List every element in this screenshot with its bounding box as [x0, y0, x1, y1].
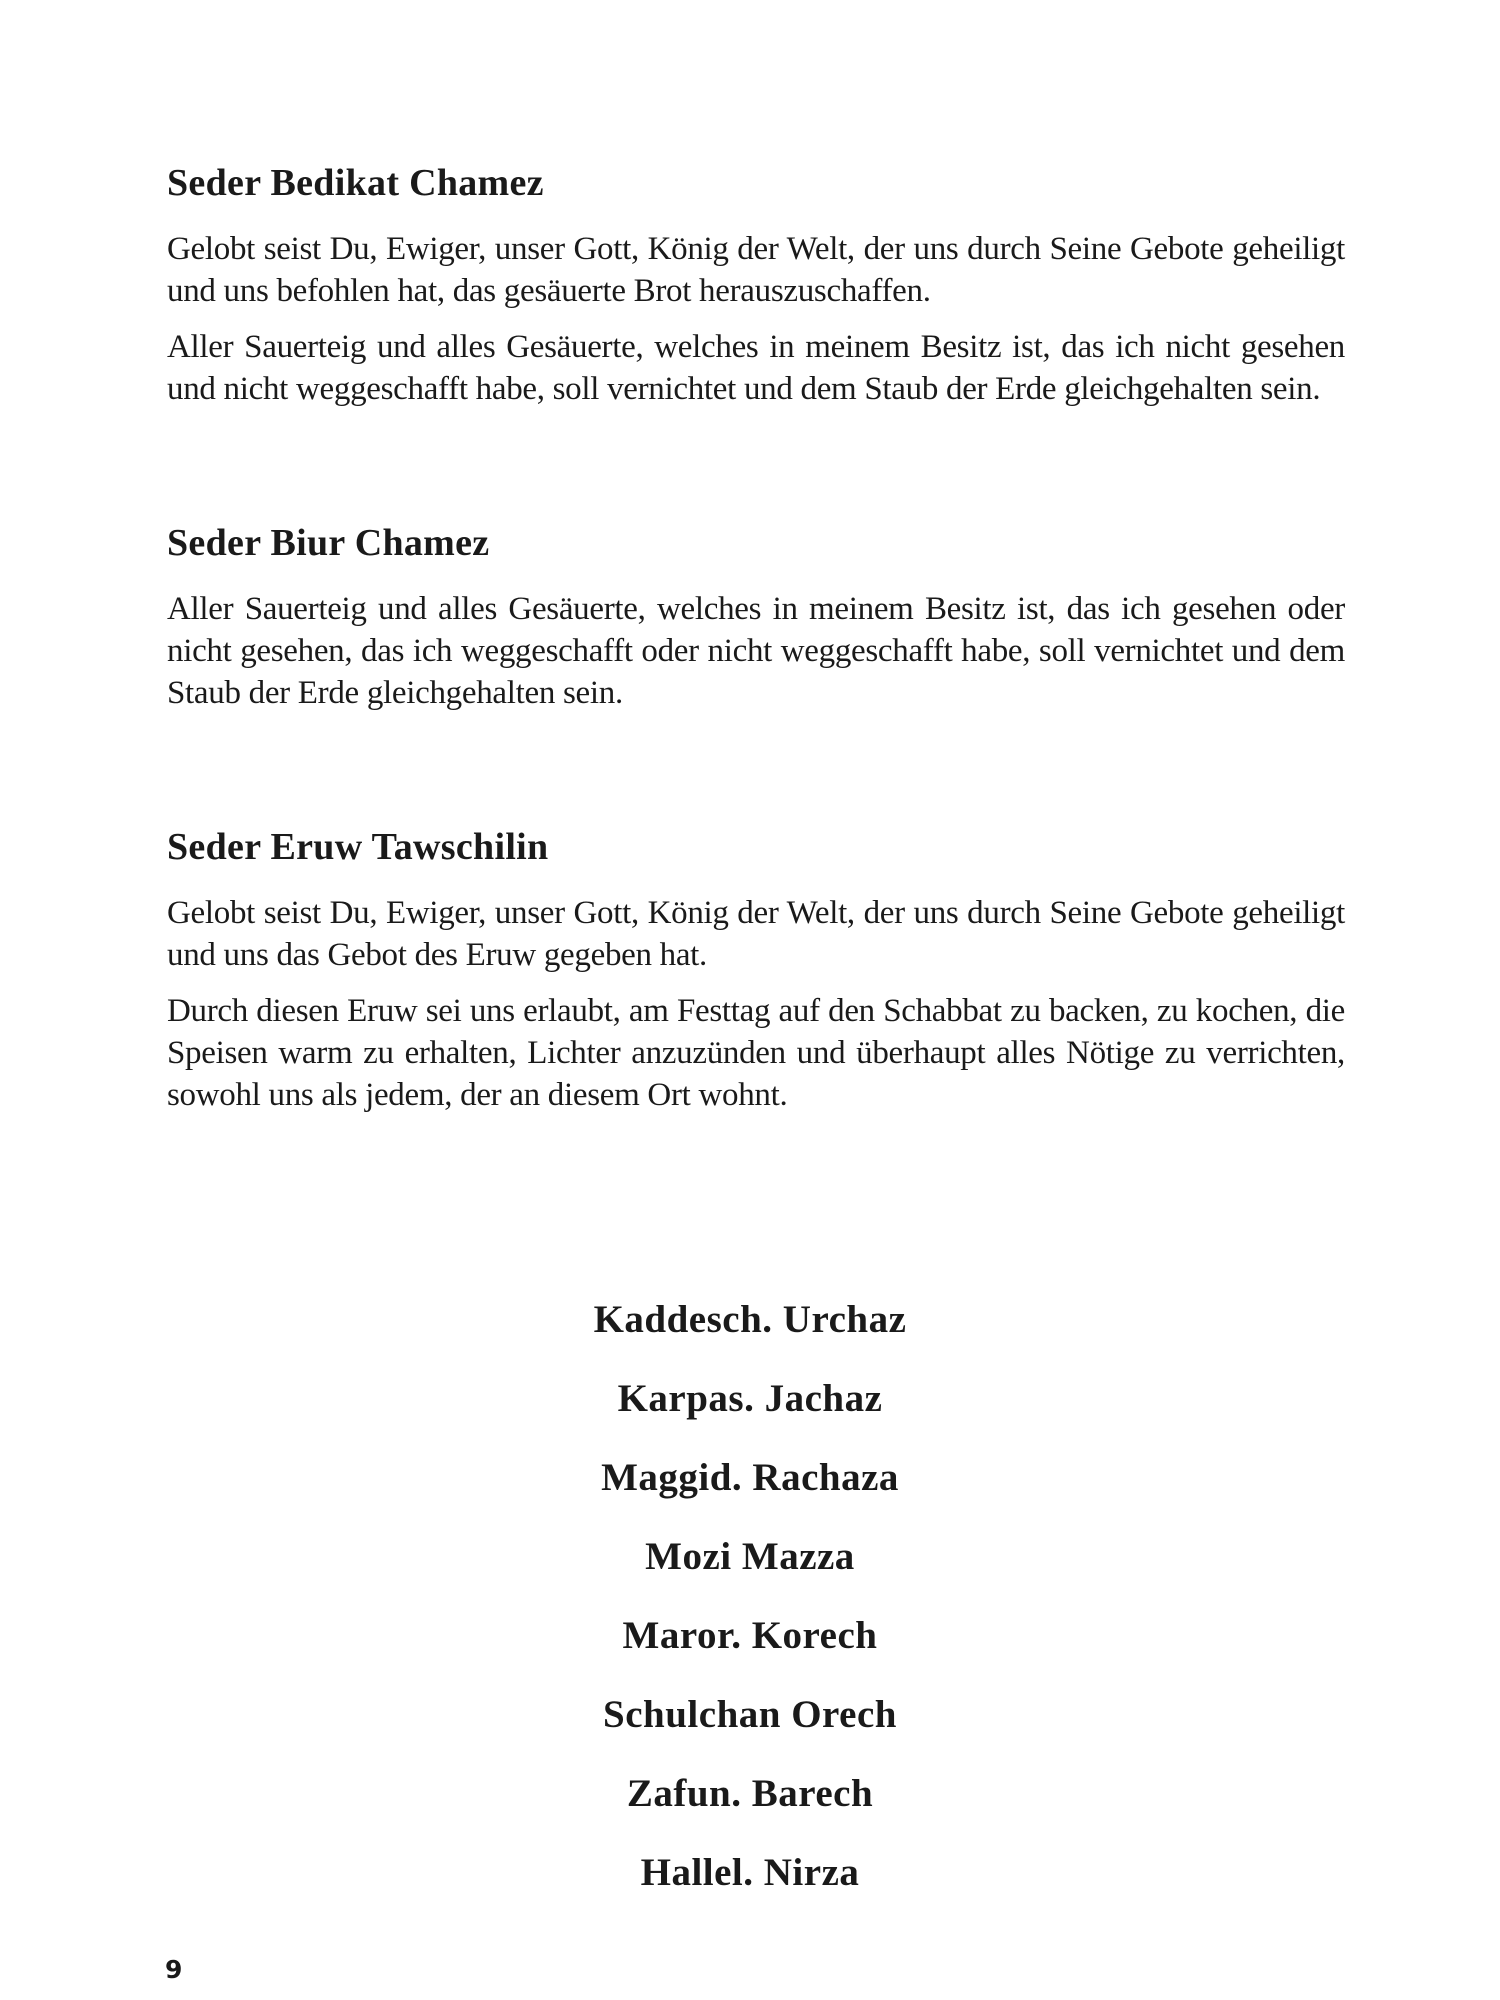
page-content — [167, 160, 1345, 1130]
seder-step: Maggid. Rachaza — [601, 1456, 899, 1499]
seder-step: Mozi Mazza — [645, 1535, 855, 1578]
section-title: Seder Biur Chamez — [167, 522, 490, 564]
section-title: Seder Eruw Tawschilin — [167, 826, 549, 868]
paragraph: Aller Sauerteig und alles Gesäuerte, welches in meinem Besitz ist, das ich gesehen oder nicht gesehen, das ich weggeschafft oder nicht weggeschafft habe, soll vernichtet und dem Staub der Erde gleichgehalten sein. — [167, 591, 1345, 711]
seder-step: Schulchan Orech — [603, 1693, 897, 1736]
seder-step: Zafun. Barech — [626, 1772, 874, 1815]
seder-step: Hallel. Nirza — [640, 1851, 860, 1894]
paragraph: Aller Sauerteig und alles Gesäuerte, welches in meinem Besitz ist, das ich nicht gesehen und nicht weggeschafft habe, soll vernichtet und dem Staub der Erde gleichgehalten sein. — [167, 329, 1345, 407]
seder-step: Karpas. Jachaz — [617, 1377, 883, 1420]
section-bedikat-chamez — [167, 160, 1345, 410]
paragraph: Gelobt seist Du, Ewiger, unser Gott, König der Welt, der uns durch Seine Gebote geheiligt und uns befohlen hat, das gesäuerte Brot herauszuschaffen. — [167, 231, 1345, 309]
paragraph: Durch diesen Eruw sei uns erlaubt, am Festtag auf den Schabbat zu backen, zu kochen, die Speisen warm zu erhalten, Lichter anzuzünden und überhaupt alles Nötige zu verrichten, sowohl uns als jedem, der an diesem Ort wohnt. — [167, 993, 1345, 1113]
seder-step: Kaddesch. Urchaz — [593, 1298, 907, 1341]
section-biur-chamez — [167, 520, 1345, 714]
page-number: 9 — [165, 1955, 183, 1984]
seder-step: Maror. Korech — [622, 1614, 878, 1657]
paragraph: Gelobt seist Du, Ewiger, unser Gott, König der Welt, der uns durch Seine Gebote geheiligt und uns das Gebot des Eruw gegeben hat. — [167, 895, 1345, 973]
seder-steps-list — [0, 1280, 1500, 1912]
section-eruw-tawschilin — [167, 824, 1345, 1116]
section-title: Seder Bedikat Chamez — [167, 162, 544, 204]
